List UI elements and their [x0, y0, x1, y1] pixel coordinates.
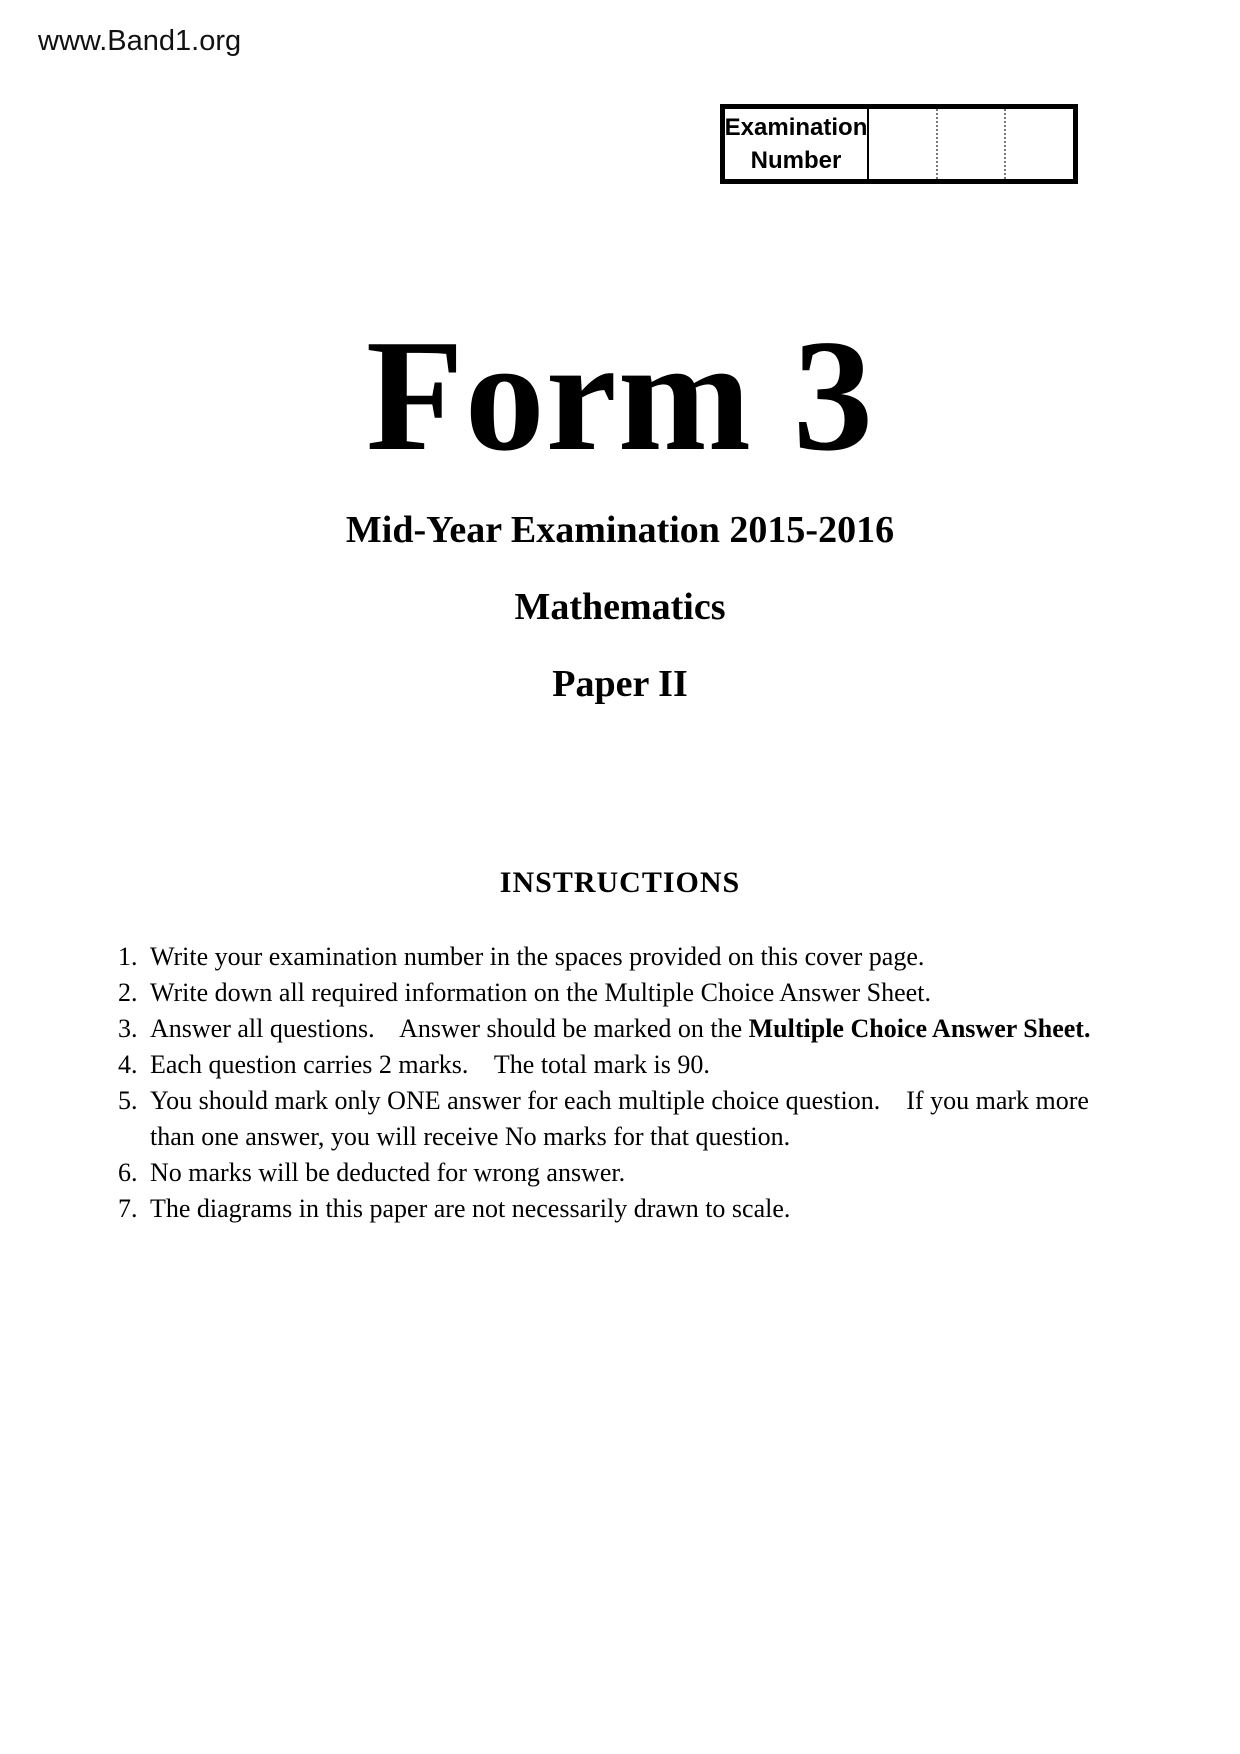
instruction-text: The diagrams in this paper are not necessarily drawn to scale.	[150, 1194, 791, 1223]
instruction-item	[118, 1047, 1118, 1083]
instruction-item	[118, 1011, 1118, 1047]
instruction-number: 2.	[118, 978, 138, 1007]
instruction-number: 1.	[118, 942, 138, 971]
exam-session-subtitle: Mid-Year Examination 2015-2016	[345, 509, 895, 551]
website-url: www.Band1.org	[38, 25, 242, 57]
instruction-item	[118, 1155, 1118, 1191]
instruction-number: 7.	[118, 1194, 138, 1223]
instructions-heading: INSTRUCTIONS	[499, 866, 741, 899]
subject-title: Mathematics	[514, 586, 726, 628]
instruction-text: Write down all required information on the Multiple Choice Answer Sheet.	[150, 978, 931, 1007]
examination-number-cell	[1004, 109, 1073, 179]
examination-number-cell	[936, 109, 1005, 179]
examination-number-box	[720, 104, 1078, 184]
examination-number-label-line1: Examination	[724, 114, 868, 141]
instruction-number: 4.	[118, 1050, 138, 1079]
instruction-text: No marks will be deducted for wrong answer.	[150, 1158, 626, 1187]
instruction-item	[118, 1083, 1118, 1155]
examination-number-cell	[869, 109, 936, 179]
examination-number-label-line2: Number	[750, 147, 842, 174]
instruction-item	[118, 975, 1118, 1011]
instruction-text: Write your examination number in the spaces provided on this cover page.	[150, 942, 925, 971]
instruction-item	[118, 1191, 1118, 1227]
instruction-text: Each question carries 2 marks. The total mark is 90.	[150, 1050, 710, 1079]
instructions-list	[118, 939, 1118, 1227]
page-title: Form 3	[365, 306, 875, 484]
instruction-number: 3.	[118, 1014, 138, 1043]
instruction-text: Answer all questions. Answer should be marked on the Multiple Choice Answer Sheet.	[150, 1014, 1091, 1043]
examination-number-label	[725, 109, 869, 179]
instruction-number: 6.	[118, 1158, 138, 1187]
paper-number-title: Paper II	[552, 663, 688, 705]
instruction-number: 5.	[118, 1086, 138, 1115]
instruction-text: You should mark only ONE answer for each multiple choice question. If you mark more than one answer, you will receive No marks for that question.	[150, 1086, 1096, 1151]
instruction-item	[118, 939, 1118, 975]
